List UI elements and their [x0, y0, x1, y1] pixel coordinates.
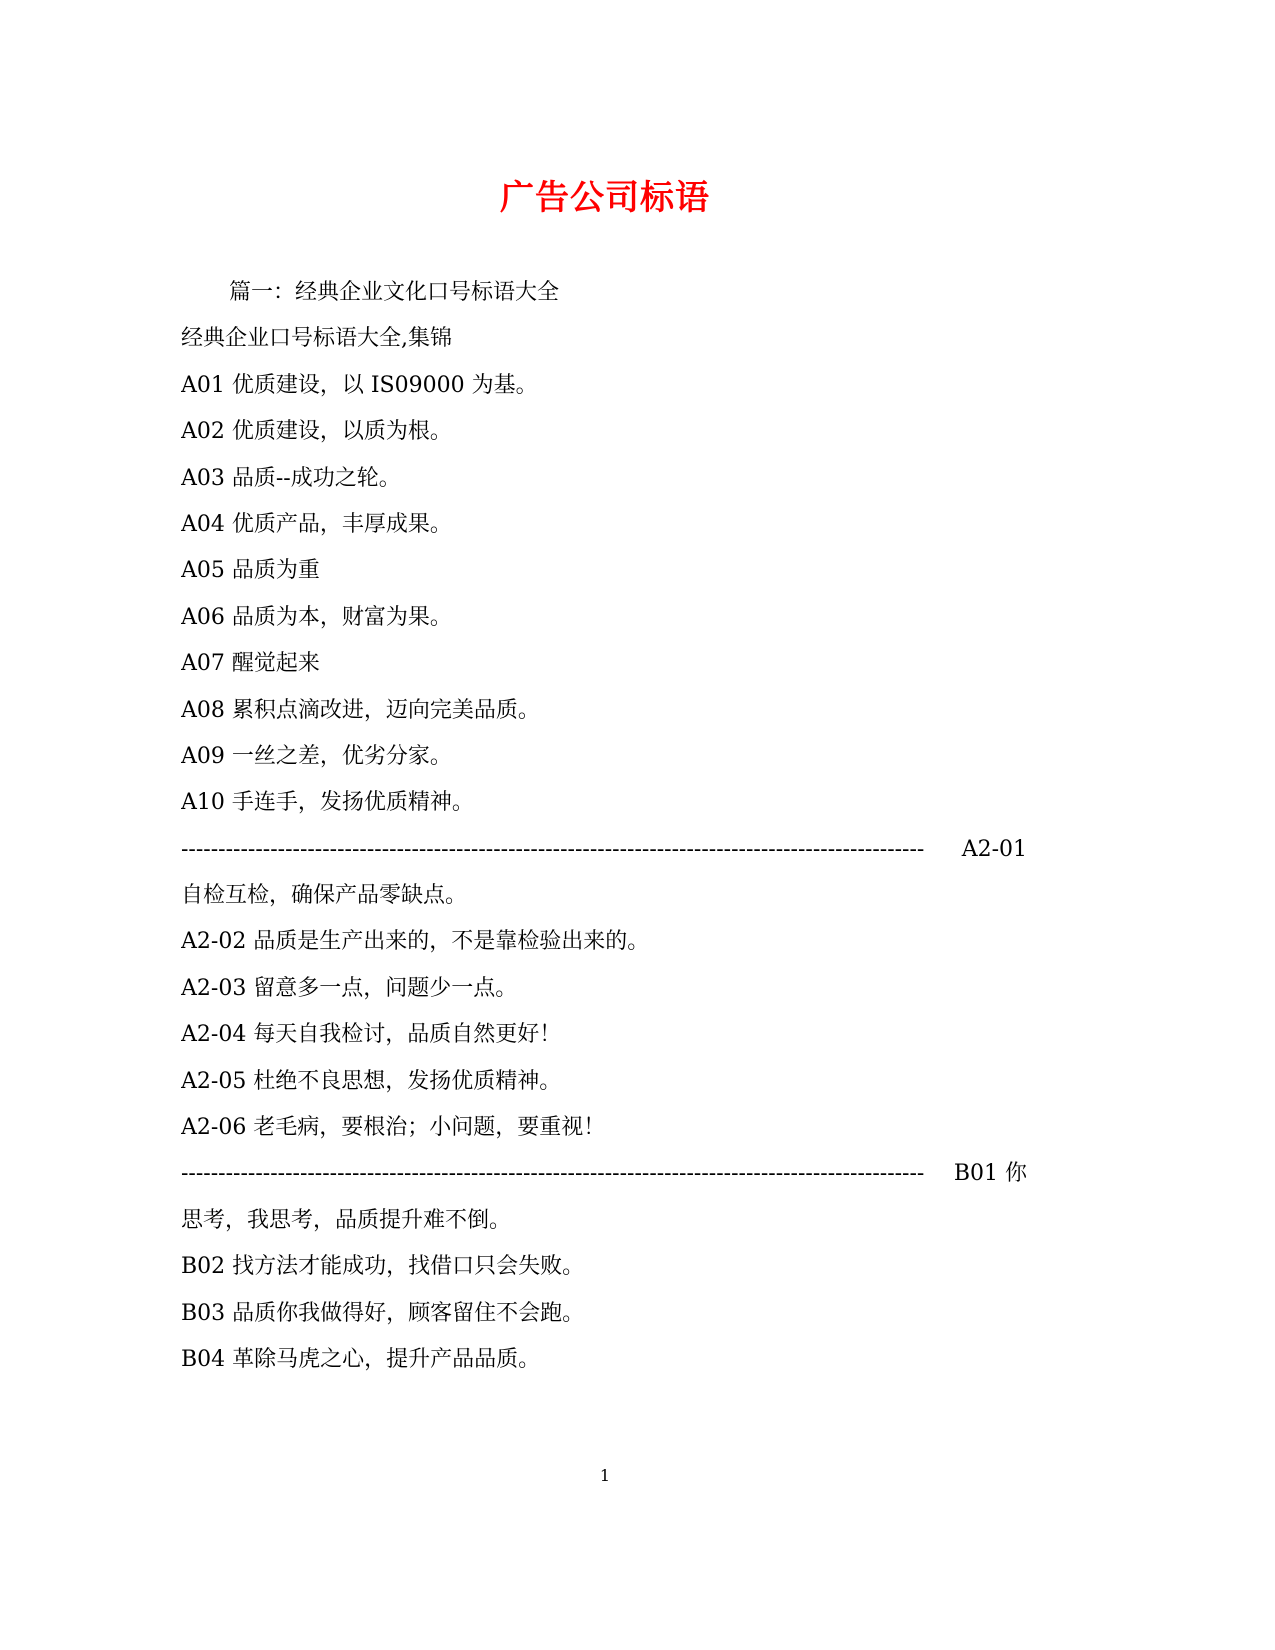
slogan-line: A2-04 每天自我检讨，品质自然更好！ — [181, 1022, 562, 1048]
document-title: 广告公司标语 — [500, 178, 710, 218]
slogan-line: A03 品质--成功之轮。 — [181, 465, 401, 491]
slogan-line: B03 品质你我做得好，顾客留住不会跑。 — [181, 1300, 585, 1326]
dashed-separator-line — [181, 1151, 1027, 1197]
slogan-line: A06 品质为本，财富为果。 — [181, 604, 452, 630]
slogan-line: A07 醒觉起来 — [181, 651, 320, 677]
slogan-line: A2-05 杜绝不良思想，发扬优质精神。 — [181, 1068, 562, 1094]
dashed-separator: ---------------------------------------------------------------------------------------------------- — [181, 1161, 925, 1187]
slogan-line: A08 累积点滴改进，迈向完美品质。 — [181, 697, 540, 723]
section-heading: 篇一：经典企业文化口号标语大全 — [229, 280, 560, 305]
separator-tail-text: A2-01 — [961, 836, 1027, 862]
slogan-line: B02 找方法才能成功，找借口只会失败。 — [181, 1254, 585, 1280]
slogan-line: B04 革除马虎之心，提升产品品质。 — [181, 1346, 541, 1372]
slogan-line: A02 优质建设，以质为根。 — [181, 419, 452, 445]
slogan-line: A09 一丝之差，优劣分家。 — [181, 743, 452, 769]
slogan-line: A04 优质产品，丰厚成果。 — [181, 511, 452, 537]
slogan-line: A2-06 老毛病，要根治；小问题，要重视！ — [181, 1115, 606, 1141]
slogan-line: A2-02 品质是生产出来的，不是靠检验出来的。 — [181, 929, 650, 955]
slogan-line: 自检互检，确保产品零缺点。 — [181, 883, 468, 909]
dashed-separator: ---------------------------------------------------------------------------------------------------- — [181, 836, 925, 862]
page-number: 1 — [599, 1466, 611, 1485]
slogan-line: A05 品质为重 — [181, 558, 320, 584]
separator-tail-text: B01 你 — [953, 1161, 1027, 1187]
slogan-line: A10 手连手，发扬优质精神。 — [181, 790, 474, 816]
section-subheading: 经典企业口号标语大全,集锦 — [181, 326, 452, 352]
slogan-line: 思考，我思考，品质提升难不倒。 — [181, 1207, 512, 1233]
slogan-line: A2-03 留意多一点，问题少一点。 — [181, 975, 518, 1001]
slogan-line: A01 优质建设，以 IS09000 为基。 — [181, 372, 538, 398]
dashed-separator-line — [181, 827, 1027, 873]
document-body — [181, 270, 1027, 1383]
